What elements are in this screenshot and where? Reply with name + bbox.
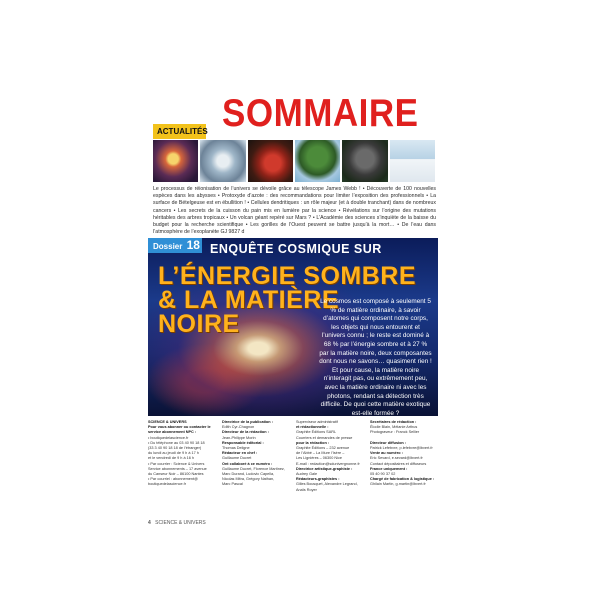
credits-column-1 xyxy=(148,420,216,516)
credit-line: Contact dépositaires et diffuseurs xyxy=(370,461,427,466)
credit-line: Directrice de la publication : xyxy=(222,420,273,424)
credit-line: Patrick Lefebvre, p.lefebvre@lbvert.fr xyxy=(370,446,433,451)
credit-line: Responsable éditorial : xyxy=(222,440,264,445)
credit-line: Superviseur administratif xyxy=(296,420,338,424)
credit-line: Directeur diffusion : xyxy=(370,440,407,445)
credit-line: Jean-Philippe Morin xyxy=(222,435,256,440)
credit-line: boutiquedelascience.fr xyxy=(148,482,186,487)
credit-line: Eric Sevard, e.sevard@lbvert.fr xyxy=(370,456,423,461)
credit-line: Courriers et demandes de presse xyxy=(296,435,353,440)
credit-line: Audrey Gale xyxy=(296,472,318,477)
actualites-thumbnails xyxy=(153,140,435,182)
credit-line: E-mail : redaction@sdunivergnonne.fr xyxy=(296,461,360,466)
credit-line: SCIENCE & UNIVERS xyxy=(148,420,187,424)
credit-line: du lundi au jeudi de 9 h à 17 h xyxy=(148,451,199,456)
dossier-description: Le cosmos est composé à seulement 5 % de matière ordinaire, à savoir d’atomes qui composent notre corps, les objets qui nous entourent et l’univers connu ; le reste est dominé à 68 % par l’énergie sombre et à 27 % par la matière noire, deux composantes dont nous ne savons… quasiment rien ! Et pour cause, la matière noire n’interagit pas, ou extrêmement peu, avec la matière ordinaire ni avec les photons, rendant sa détection très difficile. De quoi cette matière exotique est-elle formée ? xyxy=(319,298,432,416)
page-footer xyxy=(148,520,206,526)
credit-line: • boutiquedelascience.fr xyxy=(148,435,189,440)
credits-column-3 xyxy=(296,420,364,516)
dossier-headline-line-1: L’ÉNERGIE SOMBRE xyxy=(158,262,417,290)
dossier-feature xyxy=(148,238,438,416)
credit-line: Graphite Éditions – 232 avenue xyxy=(296,446,350,451)
credit-line: Marc Pascal xyxy=(222,482,243,487)
credit-line: Thomas Deligne xyxy=(222,446,250,451)
gorilla-image xyxy=(342,140,387,182)
credit-line: Pour vous abonner ou contacter le service abonnement NPC : xyxy=(148,425,211,435)
credit-line: Vente au numéro : xyxy=(370,451,403,456)
actualites-summary: Le processus de réionisation de l’univers se dévoile grâce au télescope James Webb ! • Découverte de 100 nouvelles espèces dans les abysses • Protoxyde d’azote : des recommandations pour limiter l’exposition des professionnels • La surface de Bételgeuse est en ébullition ! • Cellules dendritiques : un rôle majeur (et à double tranchant) dans de nombreux cancers • Les secrets de la cuisson du pain mis en lumière par la science • Révélations sur l’origine des mutations héritables des arbres tropicaux • Un volcan géant repéré sur Mars ? • L’Académie des sciences s’inquiète de la baisse du budget pour la recherche scientifique • Les gorilles de l’Ouest peuvent se battre jusqu’à la mort… • De l’eau dans l’atmosphère de l’exoplanète GJ 9827 d xyxy=(153,186,436,236)
credit-line: de l’Abbé – La Mure l’Isère – xyxy=(296,451,345,456)
credit-line: Service abonnements – 17 avenue xyxy=(148,466,207,471)
page-number: 4 xyxy=(148,520,151,526)
nebula-image xyxy=(153,140,198,182)
credit-line: Les Lignières – 06300 Nice xyxy=(296,456,343,461)
credit-line: Anaïs Royer xyxy=(296,487,317,492)
credit-line: Edith Cyr-Chagnon xyxy=(222,425,255,430)
dossier-label-text: Dossier xyxy=(153,242,183,251)
credit-line: et le vendredi de 9 h à 16 h xyxy=(148,456,195,461)
dossier-label xyxy=(148,238,202,253)
credit-line: • Par courrier : Science & Univers xyxy=(148,461,205,466)
credit-line: 05 40 90 37 02 xyxy=(370,472,396,477)
page-title: SOMMAIRE xyxy=(222,92,419,135)
red-organism-image xyxy=(248,140,293,182)
credits-column-4 xyxy=(370,420,438,516)
credit-line: Photograveur : Franck Sellier xyxy=(370,430,420,435)
credit-line: France uniquement : xyxy=(370,466,408,471)
credits-column-2 xyxy=(222,420,290,516)
credit-line: Directrice artistique-graphiste : xyxy=(296,466,353,471)
credit-line: (33 3 40 90 18 18 de l’étranger) xyxy=(148,446,202,451)
scientist-image xyxy=(390,140,435,182)
credits-section xyxy=(148,420,438,516)
credit-line: Rédacteur en chef : xyxy=(222,451,258,456)
credit-line: Ont collaboré à ce numéro : xyxy=(222,461,273,466)
credit-line: Gilles Bousquet, Alexandre Legrand, xyxy=(296,482,358,487)
credit-line: Guillaume Ducret, Florence Martinez, xyxy=(222,466,285,471)
credit-line: • Par courriel : abonnement@ xyxy=(148,477,198,482)
credit-line: Élodie Blain, Mélanie Arthus xyxy=(370,425,418,430)
credit-line: du Canseur Noir – 86100 Nantes xyxy=(148,472,204,477)
dossier-kicker: ENQUÊTE COSMIQUE SUR xyxy=(210,242,382,256)
dossier-headline-line-3: NOIRE xyxy=(158,310,240,338)
credit-line: Guillaume Ducret xyxy=(222,456,252,461)
credit-line: Directeur de la rédaction : xyxy=(222,430,269,435)
tree-image xyxy=(295,140,340,182)
credit-line: Graphite Éditions SARL xyxy=(296,430,337,435)
credit-line: Rédacteurs-graphistes : xyxy=(296,477,340,482)
credit-line: Secrétaires de rédaction : xyxy=(370,420,417,424)
credit-line: Marc Durand, Ludovic Capella, xyxy=(222,472,275,477)
magazine-page xyxy=(140,88,440,528)
credit-line: • Du téléphone au 03 40 90 18 18 xyxy=(148,440,205,445)
dossier-headline-line-2: & LA MATIÈRE xyxy=(158,286,339,314)
credit-line: pour la rédaction : xyxy=(296,440,330,445)
credit-line: Chargé de fabrication & logistique : xyxy=(370,477,435,482)
dossier-page-number: 18 xyxy=(186,238,200,252)
magazine-name: SCIENCE & UNIVERS xyxy=(155,520,206,526)
credit-line: Nicolas Mitra, Grégory Nathan, xyxy=(222,477,275,482)
credit-line: et rédactionnelle : xyxy=(296,425,329,430)
microscope-image xyxy=(200,140,245,182)
actualites-label-text: ACTUALITÉS xyxy=(157,127,208,136)
actualites-label xyxy=(153,124,206,139)
credit-line: Ghilain Martin, g.martin@lbvert.fr xyxy=(370,482,426,487)
